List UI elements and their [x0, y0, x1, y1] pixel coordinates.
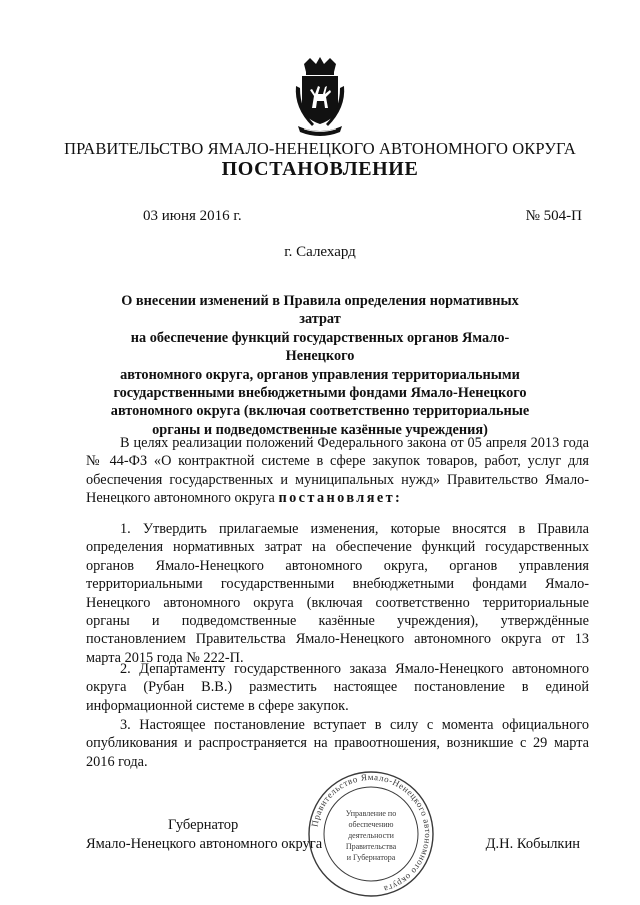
item-1-text: 1. Утвердить прилагаемые изменения, которые вносятся в Правила определения нормативных затрат на обеспечение функций государственных органов Ямало-Ненецкого автономного округа, органов управления территориальными государственными внебюджетными фондами Ямало-Ненецкого автономного округа (включая соответственно территориальные органы и подведомственные казённые учреждения), утверждённые постановлением Правительства Ямало-Ненецкого автономного округа от 13 марта 2015 года № 222-П.	[86, 521, 589, 666]
item-2-text: 2. Департаменту государственного заказа Ямало-Ненецкого автономного округа (Рубан В.В.) разместить настоящее постановление в единой информационной системе в сфере закупок.	[86, 661, 589, 714]
signatory-name: Д.Н. Кобылкин	[485, 836, 580, 852]
item-3-text: 3. Настоящее постановление вступает в силу с момента официального опубликования и распространяется на правоотношения, возникшие с 29 марта 2016 года.	[86, 717, 589, 770]
heading-line: государственными внебюджетными фондами Ямало-Ненецкого	[113, 385, 527, 402]
official-stamp	[306, 770, 436, 898]
document-type-title: ПОСТАНОВЛЕНИЕ	[221, 158, 419, 180]
stamp-inner-line: и Губернатора	[346, 853, 396, 862]
intro-paragraph	[86, 434, 589, 508]
stamp-inner-line: Правительства	[345, 842, 397, 851]
heading-line: автономного округа (включая соответственно территориальные	[110, 403, 530, 420]
stamp-ring-text: Правительство Ямало-Ненецкого автономного округа	[309, 771, 434, 895]
heading-line: О внесении изменений в Правила определения нормативных затрат	[121, 293, 519, 328]
signatory-position: Губернатор	[168, 817, 239, 833]
paragraph-item-2	[86, 660, 589, 715]
stamp-inner-line: деятельности	[348, 831, 394, 840]
document-heading	[110, 292, 530, 439]
signatory-organization: Ямало-Ненецкого автономного округа	[86, 836, 323, 852]
coat-of-arms-icon	[290, 56, 350, 136]
heading-line: на обеспечение функций государственных органов Ямало-Ненецкого	[130, 329, 510, 365]
document-number: № 504-П	[525, 208, 582, 224]
paragraph-item-3	[86, 716, 589, 771]
intro-text: В целях реализации положений Федерального закона от 05 апреля 2013 года № 44-ФЗ «О контрактной системе в сфере закупок товаров, работ, услуг для обеспечения государственных и муниципальных нужд» Правительство Ямало-Ненецкого автономного округа	[86, 435, 589, 507]
paragraph-item-1	[86, 520, 589, 667]
document-city: г. Салехард	[284, 244, 356, 260]
government-title: ПРАВИТЕЛЬСТВО ЯМАЛО-НЕНЕЦКОГО АВТОНОМНОГО ОКРУГА	[64, 139, 576, 158]
stamp-inner-line: обеспечению	[348, 820, 394, 829]
stamp-inner-line: Управление по	[345, 809, 397, 818]
heading-line: автономного округа, органов управления территориальными	[120, 366, 520, 383]
heading-line: органы и подведомственные казённые учреждения)	[152, 421, 488, 438]
document-date: 03 июня 2016 г.	[143, 208, 242, 224]
decree-keyword: постановляет:	[278, 490, 403, 507]
